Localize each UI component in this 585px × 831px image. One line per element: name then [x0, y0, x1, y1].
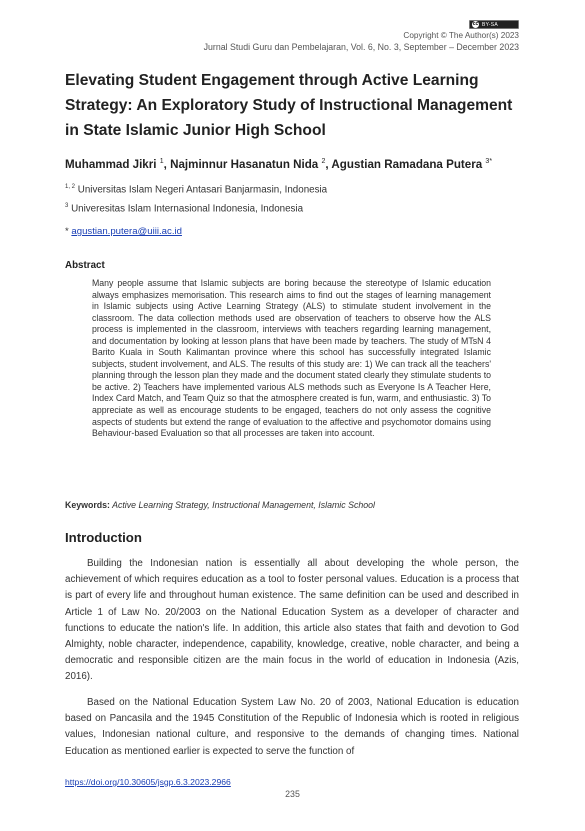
- affiliation: [65, 184, 327, 195]
- abstract-text: Many people assume that Islamic subjects are boring because the stereotype of Islamic education always emphasizes memorisation. This research aims to find out the stages of learning management in Islamic subjects using Active Learning Strategy (ALS) to stimulate student involvement in the classroom. The data collection methods used are observation of teachers to observe how the ALS process is implemented in the classroom, interviews with teachers regarding learning management, and documentation by looking at lesson plans that have been made by teachers. The study of MTsN 4 Barito Kuala in South Kalimantan province where this school has successfully integrated Islamic subjects, student involvement, and ALS. The results of this study are: 1) We can track all the teachers' planning through the lesson plan they made and the document stated clearly they stimulate students to be active. 2) Teachers have implemented various ALS methods such as Everyone Is A Teacher Here, Index Card Match, and Team Quiz so that the atmosphere created is fun, warm, and enthusiastic. 3) To appreciate as well as encourage students to be engaged, teachers do not only assess the cognitive aspects of students but extend the range of evaluation to the affective and psychomotor domains using Behaviour-based Evaluation so that all processes are taken into account.: [92, 278, 491, 439]
- keywords-text: Active Learning Strategy, Instructional Management, Islamic School: [109, 500, 375, 510]
- author-list: [65, 158, 492, 171]
- body-paragraph: Based on the National Education System Law No. 20 of 2003, National Education is education based on Pancasila and the 1945 Constitution of the Republic of Indonesia which is rooted in religious values, Indonesian national culture, and responsive to the demands of changing times. National Education as mentioned earlier is expected to serve the function of: [65, 697, 519, 757]
- keywords-label: Keywords:: [65, 500, 110, 510]
- author-separator: ,: [163, 158, 171, 171]
- author-affiliation-mark: 1: [159, 158, 164, 166]
- email-link[interactable]: agustian.putera@uiii.ac.id: [71, 226, 182, 237]
- cc-license-badge[interactable]: [469, 20, 519, 29]
- affiliation-mark: 3: [65, 203, 69, 209]
- doi-link[interactable]: https://doi.org/10.30605/jsgp.6.3.2023.2966: [65, 777, 231, 787]
- corresponding-email: [65, 226, 182, 237]
- doi-footer: [65, 777, 231, 787]
- creative-commons-icon: cc: [472, 21, 479, 27]
- paper-title: Elevating Student Engagement through Active Learning Strategy: An Exploratory Study of Instructional Management in State Islamic Junior High School: [65, 72, 513, 139]
- affiliation-mark: 1, 2: [65, 184, 76, 190]
- author-name: Muhammad Jikri: [65, 158, 157, 171]
- author-separator: ,: [325, 158, 332, 171]
- author-affiliation-mark: 3*: [485, 158, 493, 166]
- body-paragraph: Building the Indonesian nation is essentially all about developing the whole person, the achievement of which requires education as a tool to foster personal values. Education is a process that is part of every life and throughout human existence. The same definition can be used and described in Article 1 of Law No. 20/2003 on the National Education System as a developer of character and functions to educate the nation's life. In addition, this article also states that faith and devotion to God Almighty, noble character, independence, capability, knowledge, creative, noble character, and being a democratic and responsible citizen are the main focus in the world of education in Indonesia (Azis, 2016).: [65, 558, 519, 683]
- author-name: Najminnur Hasanatun Nida: [170, 158, 319, 171]
- author-affiliation-mark: 2: [321, 158, 326, 166]
- affiliation-text: Universitas Islam Negeri Antasari Banjarmasin, Indonesia: [75, 184, 328, 196]
- email-mark: *: [65, 226, 72, 237]
- affiliation: [65, 203, 303, 214]
- license-type-label: BY-SA: [482, 21, 499, 28]
- section-heading-introduction: Introduction: [65, 530, 142, 545]
- keywords: [65, 500, 375, 510]
- journal-citation: Jurnal Studi Guru dan Pembelajaran, Vol. 6, No. 3, September – December 2023: [203, 42, 519, 52]
- affiliation-text: Univeresitas Islam Internasional Indonesia, Indonesia: [68, 203, 304, 215]
- copyright-notice: Copyright © The Author(s) 2023: [403, 31, 519, 40]
- abstract-heading: Abstract: [65, 260, 105, 271]
- author-name: Agustian Ramadana Putera: [331, 158, 483, 171]
- page-number: 235: [285, 789, 300, 799]
